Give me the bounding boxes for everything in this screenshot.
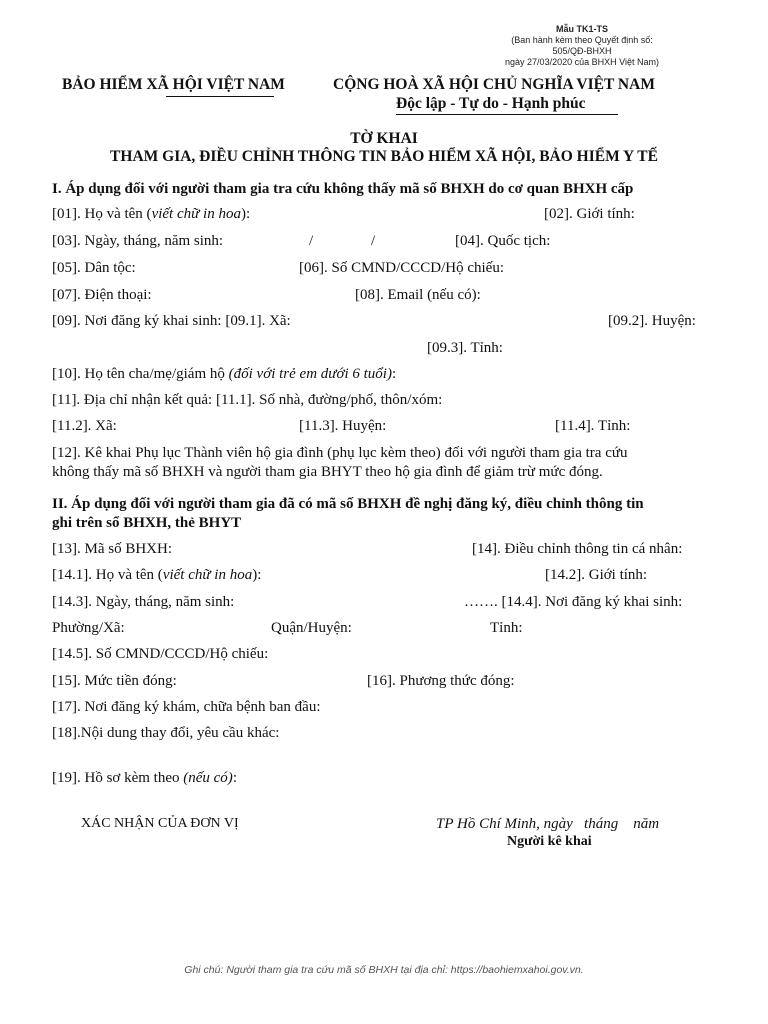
field-14-2: [14.2]. Giới tính:	[545, 567, 648, 583]
form-title: TỜ KHAI	[350, 130, 418, 147]
field-03: [03]. Ngày, tháng, năm sinh:	[52, 233, 224, 249]
section1-heading: I. Áp dụng đối với người tham gia tra cứu không thấy mã số BHXH do cơ quan BHXH cấp	[52, 181, 634, 197]
field-04: [04]. Quốc tịch:	[455, 233, 551, 249]
field-19-end: :	[232, 770, 237, 786]
place-date: TP Hồ Chí Minh, ngày tháng năm	[436, 816, 660, 832]
field-09: [09]. Nơi đăng ký khai sinh: [09.1]. Xã:	[52, 313, 291, 329]
field-14-4: ……. [14.4]. Nơi đăng ký khai sinh:	[464, 594, 683, 610]
field-ward: Phường/Xã:	[52, 620, 125, 636]
field-province: Tỉnh:	[490, 620, 523, 636]
field-10-hint: (đối với trẻ em dưới 6 tuổi)	[228, 366, 392, 382]
field-05: [05]. Dân tộc:	[52, 260, 136, 276]
field-14: [14]. Điều chỉnh thông tin cá nhân:	[472, 541, 683, 557]
motto: Độc lập - Tự do - Hạnh phúc	[396, 95, 586, 112]
nation-name: CỘNG HOÀ XÃ HỘI CHỦ NGHĨA VIỆT NAM	[333, 76, 655, 93]
form-code-title: Mẫu TK1-TS	[555, 24, 608, 34]
field-10	[52, 366, 396, 383]
field-07: [07]. Điện thoại:	[52, 287, 152, 303]
unit-confirmation: XÁC NHẬN CỦA ĐƠN VỊ	[81, 816, 239, 831]
field-11-3: [11.3]. Huyện:	[299, 418, 387, 434]
field-11-2: [11.2]. Xã:	[52, 418, 117, 434]
field-01-end: ):	[240, 206, 251, 222]
form-subtitle: THAM GIA, ĐIỀU CHỈNH THÔNG TIN BẢO HIỂM XÃ HỘI, BẢO HIỂM Y TẾ	[110, 148, 658, 165]
field-09-2: [09.2]. Huyện:	[608, 313, 696, 329]
field-19-hint: (nếu có)	[183, 770, 233, 786]
field-15: [15]. Mức tiền đóng:	[52, 673, 177, 689]
section2-heading-line1: II. Áp dụng đối với người tham gia đã có mã số BHXH đề nghị đăng ký, điều chỉnh thông tin	[52, 496, 644, 512]
form-code-number: 505/QĐ-BHXH	[552, 46, 612, 56]
agency-underline	[166, 96, 274, 97]
section2-heading-line2: ghi trên sổ BHXH, thẻ BHYT	[52, 515, 242, 531]
field-06: [06]. Số CMND/CCCD/Hộ chiếu:	[299, 260, 505, 276]
field-16: [16]. Phương thức đóng:	[367, 673, 515, 689]
form-code-date: ngày 27/03/2020 của BHXH Việt Nam)	[505, 57, 659, 67]
field-10-label: [10]. Họ tên cha/mẹ/giám hộ	[52, 366, 229, 382]
field-13: [13]. Mã số BHXH:	[52, 541, 172, 557]
field-08: [08]. Email (nếu có):	[355, 287, 481, 303]
field-14-1-hint: viết chữ in hoa	[162, 567, 253, 583]
field-01-label: [01]. Họ và tên (	[52, 206, 152, 222]
agency-name: BẢO HIỂM XÃ HỘI VIỆT NAM	[62, 76, 285, 93]
field-12-line2: không thấy mã số BHXH và người tham gia BHYT theo hộ gia đình để giảm trừ mức đóng.	[52, 464, 603, 480]
field-11-4: [11.4]. Tỉnh:	[555, 418, 631, 434]
footer-note: Ghi chú: Người tham gia tra cứu mã số BHXH tại địa chỉ: https://baohiemxahoi.gov.vn.	[184, 964, 584, 976]
field-17: [17]. Nơi đăng ký khám, chữa bệnh ban đầu:	[52, 699, 321, 715]
field-01-hint: viết chữ in hoa	[151, 206, 241, 222]
field-14-1-label: [14.1]. Họ và tên (	[52, 567, 163, 583]
field-14-1-end: ):	[252, 567, 262, 583]
field-09-3: [09.3]. Tỉnh:	[427, 340, 503, 356]
field-02: [02]. Giới tính:	[544, 206, 635, 222]
date-slash-1: /	[309, 233, 314, 249]
motto-underline	[396, 114, 618, 115]
field-01	[52, 206, 250, 223]
field-district: Quận/Huyện:	[271, 620, 352, 636]
field-14-5: [14.5]. Số CMND/CCCD/Hộ chiếu:	[52, 646, 269, 662]
field-11: [11]. Địa chỉ nhận kết quả: [11.1]. Số nhà, đường/phố, thôn/xóm:	[52, 392, 443, 408]
field-10-end: :	[391, 366, 397, 382]
field-19	[52, 770, 237, 787]
field-18: [18].Nội dung thay đổi, yêu cầu khác:	[52, 725, 280, 741]
field-14-3: [14.3]. Ngày, tháng, năm sinh:	[52, 594, 235, 610]
field-14-1	[52, 567, 261, 584]
declarant-label: Người kê khai	[507, 834, 592, 849]
field-19-label: [19]. Hồ sơ kèm theo	[52, 770, 184, 786]
date-slash-2: /	[371, 233, 376, 249]
form-code-block	[484, 24, 680, 68]
form-code-decision: (Ban hành kèm theo Quyết định số:	[511, 35, 653, 45]
field-12-line1: [12]. Kê khai Phụ lục Thành viên hộ gia đình (phụ lục kèm theo) đối với người tham gia tra cứu	[52, 445, 628, 461]
